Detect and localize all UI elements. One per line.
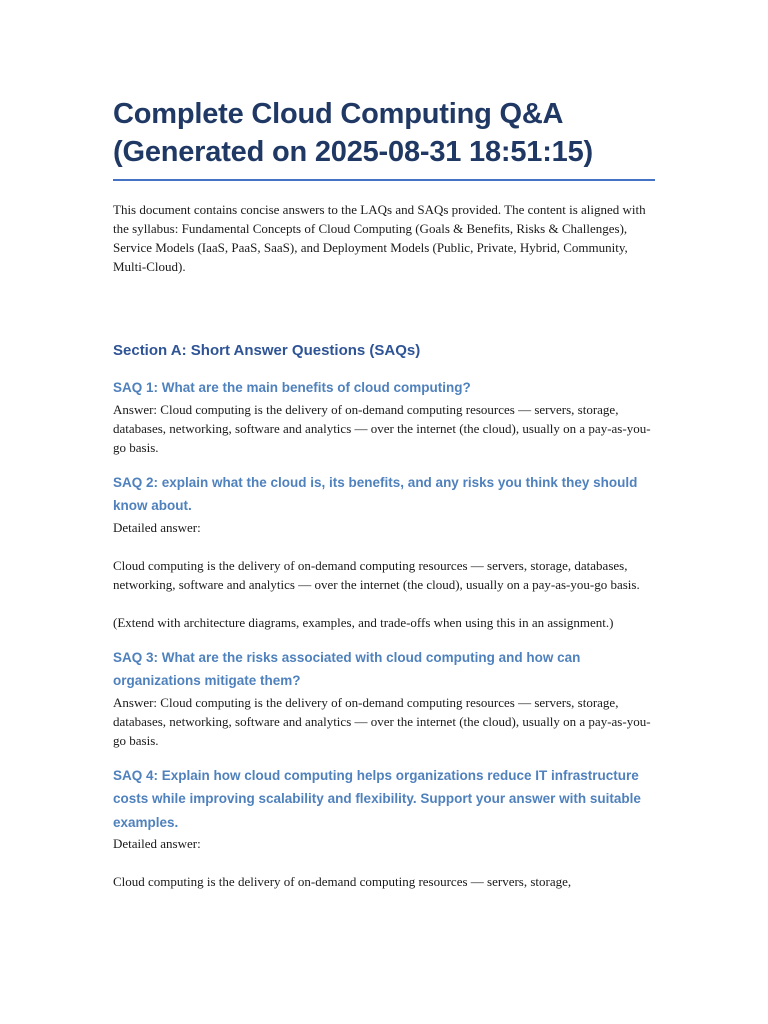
saq-4-answer-label: Detailed answer: (113, 836, 201, 851)
intro-paragraph: This document contains concise answers to the LAQs and SAQs provided. The content is aligned with the syllabus: Fundamental Concepts of Cloud Computing (Goals & Benefits, Risks & Challenges), Service Models (IaaS, PaaS, SaaS), and Deployment Models (Public, Private, Hybrid, Community, Multi-Cloud). (113, 202, 646, 274)
saq-3-answer: Answer: Cloud computing is the delivery of on-demand computing resources — servers, storage, databases, networking, software and analytics — over the internet (the cloud), usually on a pay-as-you-go basis. (113, 694, 651, 748)
title-line-1: Complete Cloud Computing Q&A (113, 98, 564, 130)
document-content (113, 95, 655, 891)
saq-4-heading: SAQ 4: Explain how cloud computing helps organizations reduce IT infrastructure costs while improving scalability and flexibility. Support your answer with suitable examples. (113, 767, 641, 830)
title-line-2: (Generated on 2025-08-31 18:51:15) (113, 136, 593, 168)
saq-2-paragraph-1: Cloud computing is the delivery of on-demand computing resources — servers, storage, databases, networking, software and analytics — over the internet (the cloud), usually on a pay-as-you-go basis. (113, 557, 640, 592)
saq-2-heading: SAQ 2: explain what the cloud is, its benefits, and any risks you think they should know about. (113, 474, 638, 513)
saq-4-paragraph-1: Cloud computing is the delivery of on-demand computing resources — servers, storage, (113, 874, 572, 889)
saq-3-heading: SAQ 3: What are the risks associated with cloud computing and how can organizations mitigate them? (113, 649, 581, 688)
saq-1-heading: SAQ 1: What are the main benefits of cloud computing? (113, 380, 471, 395)
saq-1-answer: Answer: Cloud computing is the delivery of on-demand computing resources — servers, storage, databases, networking, software and analytics — over the internet (the cloud), usually on a pay-as-you-go basis. (113, 401, 651, 455)
section-a-heading: Section A: Short Answer Questions (SAQs) (113, 342, 421, 359)
title-underline-rule (113, 179, 655, 181)
document-title (113, 95, 655, 171)
saq-2-paragraph-2: (Extend with architecture diagrams, examples, and trade-offs when using this in an assignment.) (113, 614, 614, 630)
saq-2-answer-label: Detailed answer: (113, 519, 201, 535)
